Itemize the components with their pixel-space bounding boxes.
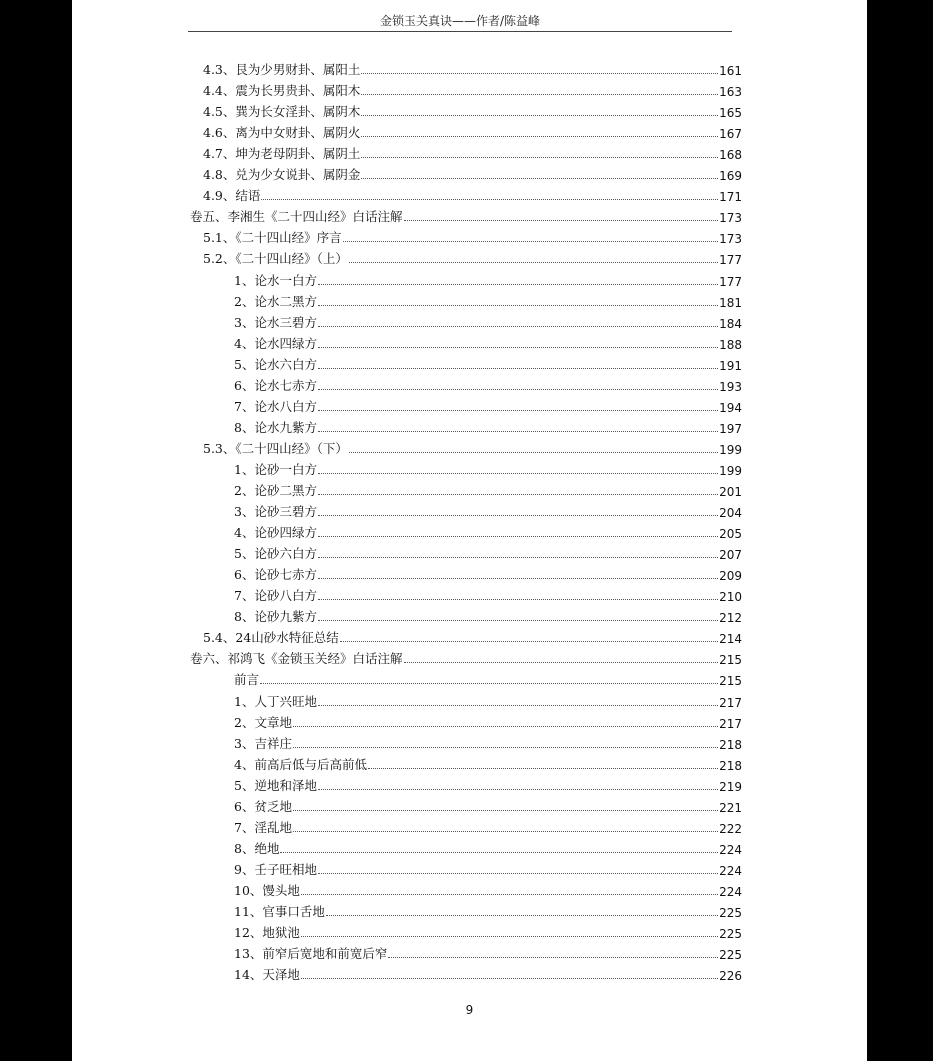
toc-entry[interactable] (190, 205, 742, 225)
toc-entry-title: 4.7、坤为老母阴卦、属阴土 (203, 146, 361, 162)
toc-entry-page: 177 (719, 253, 742, 268)
toc-entry-page: 193 (719, 379, 742, 394)
toc-entry-page: 167 (719, 127, 742, 142)
toc-entry-page: 161 (719, 64, 742, 78)
toc-entry-page: 225 (719, 906, 742, 920)
toc-entry[interactable] (234, 542, 742, 562)
toc-entry-title: 7、淫乱地 (234, 819, 292, 835)
dot-leader (301, 978, 718, 979)
toc-entry[interactable] (234, 795, 742, 815)
dot-leader (280, 852, 718, 853)
toc-entry-title: 1、论砂一白方 (234, 461, 317, 477)
toc-entry[interactable] (234, 332, 742, 352)
dot-leader (318, 389, 718, 390)
dot-leader (318, 515, 718, 516)
dot-leader (301, 894, 718, 895)
toc-entry[interactable] (234, 479, 742, 499)
dot-leader (293, 726, 718, 727)
toc-entry-title: 5、论砂六白方 (234, 546, 317, 562)
dot-leader (318, 431, 718, 432)
dot-leader (318, 705, 718, 706)
toc-entry[interactable] (203, 121, 742, 141)
dot-leader (293, 747, 718, 748)
toc-entry-page: 225 (719, 948, 742, 963)
dot-leader (326, 915, 718, 916)
toc-entry-title: 4、论砂四绿方 (234, 525, 317, 541)
toc-entry[interactable] (234, 353, 742, 373)
toc-entry-page: 226 (719, 969, 742, 984)
running-header: 金锁玉关真诀——作者/陈益峰 (379, 14, 541, 28)
dot-leader (301, 936, 718, 937)
toc-entry-title: 3、吉祥庄 (234, 735, 292, 751)
toc-entry-page: 173 (719, 232, 742, 247)
toc-entry-title: 7、论水八白方 (234, 398, 317, 414)
toc-entry-title: 5、论水六白方 (234, 356, 317, 372)
dot-leader (361, 157, 718, 158)
toc-entry-page: 218 (719, 758, 742, 773)
toc-entry-title: 8、绝地 (234, 840, 280, 856)
dot-leader (318, 557, 718, 558)
toc-entry-title: 4.5、巽为长女淫卦、属阴木 (203, 104, 361, 120)
dot-leader (318, 873, 718, 874)
toc-entry-title: 13、前窄后宽地和前宽后窄 (234, 946, 388, 962)
toc-entry-page: 201 (719, 485, 742, 499)
dot-leader (361, 94, 718, 95)
toc-entry[interactable] (203, 437, 742, 457)
toc-entry-title: 8、论水九紫方 (234, 419, 317, 435)
toc-entry[interactable] (234, 563, 742, 583)
toc-entry-page: 197 (719, 421, 742, 436)
toc-entry-title: 6、论水七赤方 (234, 377, 317, 393)
toc-entry-page: 177 (719, 274, 742, 289)
toc-entry-page: 188 (719, 337, 742, 352)
toc-entry[interactable] (234, 942, 742, 962)
toc-entry-page: 221 (719, 800, 742, 815)
toc-entry[interactable] (234, 416, 742, 436)
toc-entry-title: 6、论砂七赤方 (234, 567, 317, 583)
dot-leader (349, 452, 718, 453)
toc-entry[interactable] (234, 500, 742, 520)
toc-entry-page: 215 (719, 674, 742, 689)
toc-entry[interactable] (234, 753, 742, 773)
toc-entry-page: 194 (719, 400, 742, 415)
dot-leader (343, 241, 718, 242)
toc-entry[interactable] (234, 879, 742, 899)
toc-entry-title: 2、论砂二黑方 (234, 483, 317, 498)
dot-leader (388, 957, 718, 958)
toc-entry[interactable] (203, 79, 742, 99)
toc-entry-page: 224 (719, 863, 742, 878)
toc-entry-title: 5、逆地和泽地 (234, 777, 317, 793)
toc-entry-page: 165 (719, 106, 742, 121)
toc-entry[interactable] (203, 247, 742, 267)
toc-entry[interactable] (203, 626, 742, 646)
toc-entry-page: 224 (719, 884, 742, 899)
toc-entry[interactable] (234, 374, 742, 394)
toc-entry-page: 218 (719, 737, 742, 752)
toc-entry-title: 11、官事口舌地 (234, 904, 325, 919)
page-number: 9 (465, 1003, 474, 1017)
toc-entry[interactable] (203, 226, 742, 246)
toc-entry-title: 4.9、结语 (203, 188, 261, 204)
toc-entry-page: 224 (719, 842, 742, 857)
dot-leader (361, 136, 718, 137)
toc-entry[interactable] (234, 858, 742, 878)
toc-entry-title: 3、论水三碧方 (234, 314, 317, 330)
toc-entry-page: 169 (719, 169, 742, 184)
dot-leader (361, 178, 718, 179)
toc-entry-page: 219 (719, 779, 742, 794)
dot-leader (318, 578, 718, 579)
toc-entry[interactable] (203, 142, 742, 162)
header-rule (188, 31, 732, 32)
toc-entry[interactable] (234, 711, 742, 731)
dot-leader (404, 220, 719, 221)
toc-entry-title: 前言 (234, 672, 260, 688)
toc-entry[interactable] (234, 269, 742, 289)
toc-entry-page: 184 (719, 316, 742, 331)
dot-leader (318, 599, 718, 600)
toc-entry-title: 4.8、兑为少女说卦、属阴金 (203, 167, 361, 183)
toc-entry-page: 199 (719, 463, 742, 478)
toc-entry[interactable] (234, 668, 742, 688)
toc-entry-title: 5.3、《二十四山经》（下） (203, 440, 348, 456)
toc-entry-page: 222 (719, 821, 742, 836)
toc-entry[interactable] (203, 58, 742, 78)
toc-entry-page: 181 (719, 295, 742, 310)
toc-entry-title: 4.6、离为中女财卦、属阴火 (203, 125, 361, 141)
dot-leader (318, 620, 718, 621)
dot-leader (361, 115, 718, 116)
dot-leader (340, 641, 718, 642)
toc-entry-page: 210 (719, 590, 742, 605)
toc-entry[interactable] (234, 458, 742, 478)
dot-leader (293, 831, 718, 832)
toc-entry-page: 214 (719, 632, 742, 647)
dot-leader (318, 473, 718, 474)
toc-entry-title: 6、贫乏地 (234, 798, 292, 814)
dot-leader (404, 662, 719, 663)
toc-entry-page: 204 (719, 506, 742, 521)
toc-entry[interactable] (234, 963, 742, 983)
toc-entry-page: 217 (719, 695, 742, 710)
document-page (72, 0, 867, 1061)
toc-entry-title: 3、论砂三碧方 (234, 504, 317, 520)
toc-entry-title: 14、天泽地 (234, 967, 300, 983)
toc-entry-title: 5.4、24山砂水特征总结 (203, 630, 339, 646)
toc-entry[interactable] (234, 816, 742, 836)
toc-entry-title: 卷六、祁鸿飞《金锁玉关经》白话注解 (190, 651, 403, 667)
toc-entry-title: 4.3、艮为少男财卦、属阳土 (203, 62, 361, 77)
dot-leader (318, 536, 718, 537)
dot-leader (318, 305, 718, 306)
toc-entry-title: 9、壬子旺相地 (234, 861, 317, 877)
dot-leader (318, 284, 718, 285)
toc-entry-title: 5.2、《二十四山经》（上） (203, 251, 348, 267)
dot-leader (293, 810, 718, 811)
dot-leader (368, 768, 718, 769)
toc-entry[interactable] (234, 605, 742, 625)
toc-entry[interactable] (234, 837, 742, 857)
toc-entry-title: 12、地狱池 (234, 925, 300, 941)
toc-entry-title: 5.1、《二十四山经》序言 (203, 230, 342, 246)
dot-leader (318, 368, 718, 369)
toc-entry-page: 217 (719, 716, 742, 731)
toc-entry-title: 1、论水一白方 (234, 272, 317, 288)
dot-leader (349, 262, 718, 263)
toc-entry[interactable] (234, 900, 742, 920)
toc-entry-title: 卷五、李湘生《二十四山经》白话注解 (190, 209, 403, 225)
toc-entry-page: 225 (719, 927, 742, 942)
toc-entry-title: 2、论水二黑方 (234, 293, 317, 309)
toc-entry-page: 212 (719, 611, 742, 626)
dot-leader (260, 683, 718, 684)
dot-leader (318, 347, 718, 348)
toc-entry[interactable] (234, 311, 742, 331)
toc-entry[interactable] (234, 521, 742, 541)
toc-entry-title: 1、人丁兴旺地 (234, 693, 317, 709)
toc-entry-page: 168 (719, 148, 742, 163)
toc-entry[interactable] (234, 921, 742, 941)
toc-entry[interactable] (203, 184, 742, 204)
dot-leader (318, 410, 718, 411)
toc-entry-page: 171 (719, 190, 742, 205)
toc-entry-page: 207 (719, 548, 742, 563)
toc-entry[interactable] (234, 774, 742, 794)
toc-entry-title: 4、前高后低与后高前低 (234, 756, 367, 772)
toc-entry-page: 173 (719, 211, 742, 226)
toc-entry[interactable] (190, 647, 742, 667)
toc-entry[interactable] (234, 690, 742, 710)
toc-entry[interactable] (234, 290, 742, 310)
toc-entry[interactable] (234, 732, 742, 752)
toc-entry-page: 163 (719, 85, 742, 100)
toc-entry-title: 4.4、震为长男贵卦、属阳木 (203, 83, 361, 99)
toc-entry[interactable] (203, 100, 742, 120)
toc-entry-page: 199 (719, 442, 742, 457)
toc-entry-title: 10、馒头地 (234, 882, 300, 898)
dot-leader (261, 199, 718, 200)
dot-leader (318, 326, 718, 327)
toc-entry-title: 7、论砂八白方 (234, 588, 317, 604)
toc-entry-page: 209 (719, 569, 742, 584)
dot-leader (318, 494, 718, 495)
toc-entry-title: 8、论砂九紫方 (234, 609, 317, 625)
dot-leader (361, 73, 718, 74)
toc-entry-title: 4、论水四绿方 (234, 335, 317, 351)
toc-entry-page: 215 (719, 653, 742, 668)
toc-entry-page: 205 (719, 527, 742, 542)
toc-entry[interactable] (203, 163, 742, 183)
toc-entry-page: 191 (719, 358, 742, 373)
toc-entry-title: 2、文章地 (234, 714, 292, 730)
toc-entry[interactable] (234, 395, 742, 415)
dot-leader (318, 789, 718, 790)
toc-entry[interactable] (234, 584, 742, 604)
